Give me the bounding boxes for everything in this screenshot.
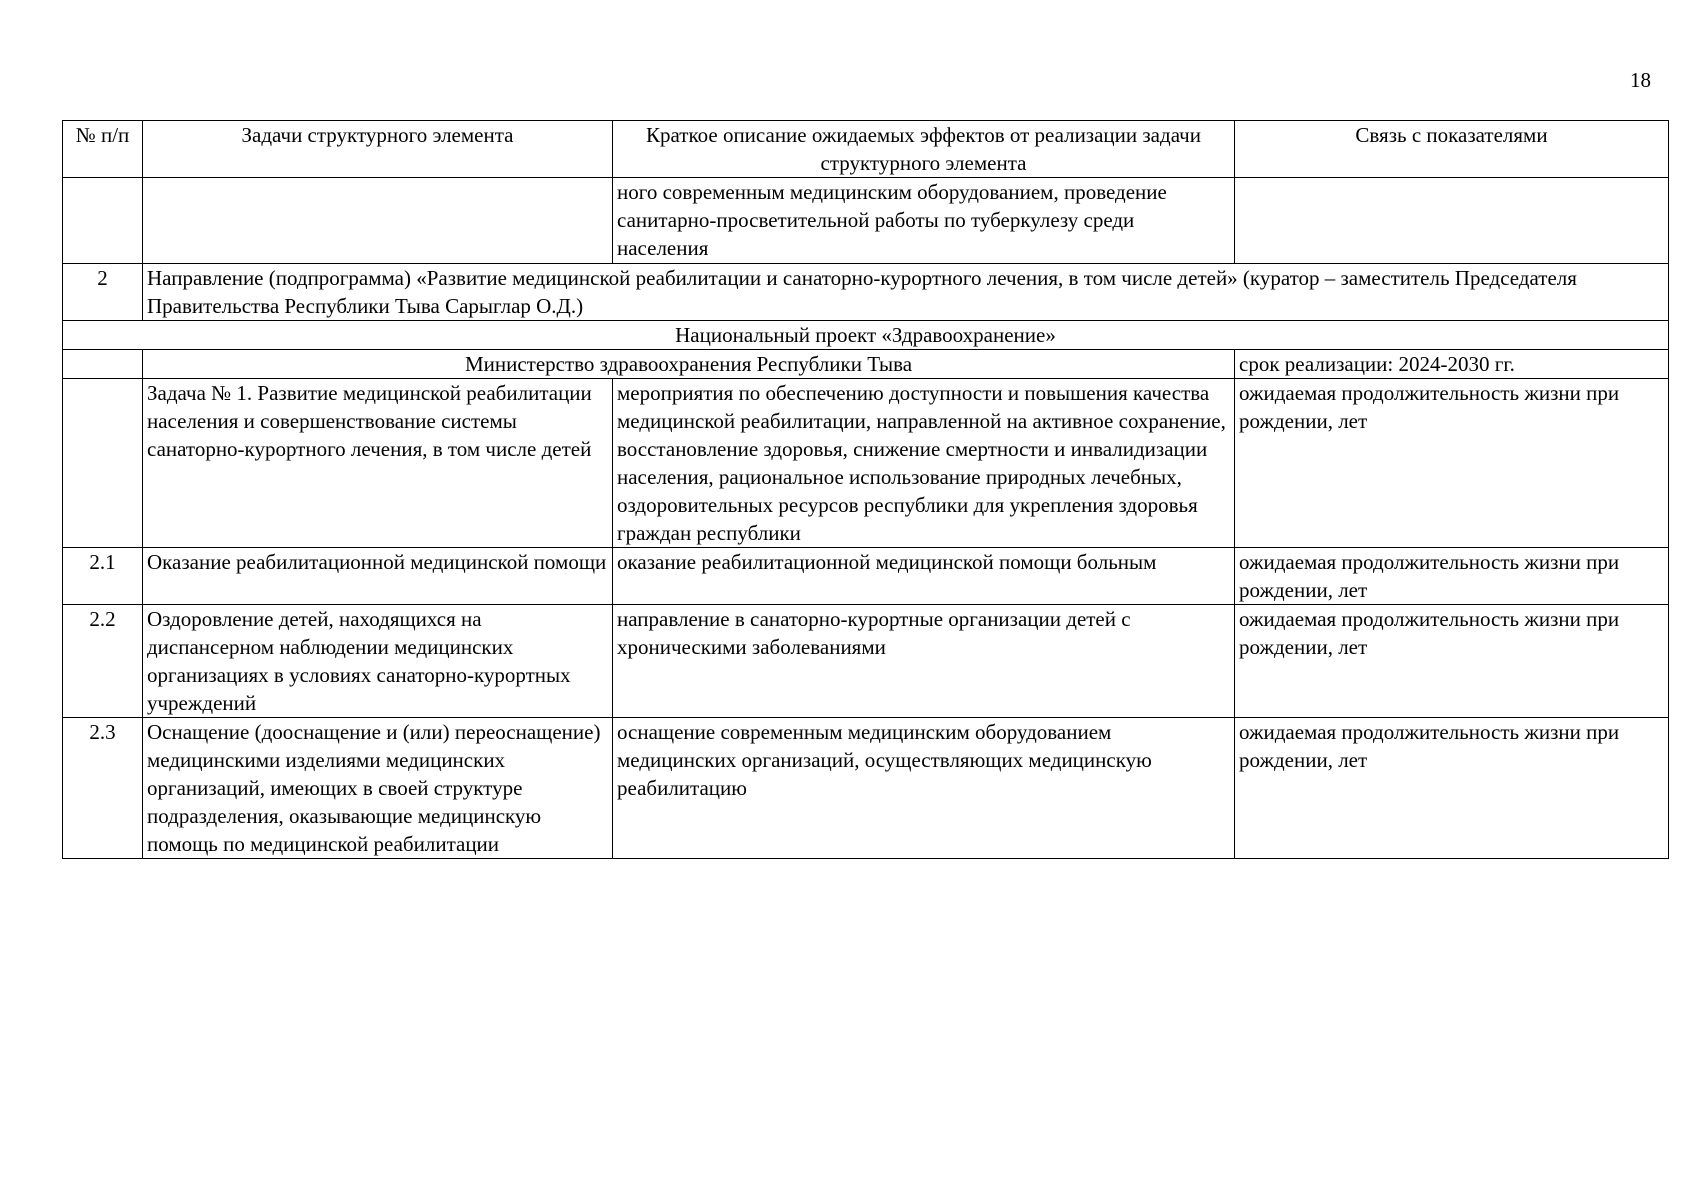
row-task: Оснащение (дооснащение и (или) переоснащение) медицинскими изделиями медицинских организаций, имеющих в своей структуре подразделения, оказывающие медицинскую помощь по медицинской реабилитации (143, 718, 613, 859)
row-num: 2.3 (63, 718, 143, 859)
header-link: Связь с показателями (1235, 121, 1669, 178)
project-row (63, 321, 1669, 350)
section-title: Направление (подпрограмма) «Развитие медицинской реабилитации и санаторно-курортного лечения, в том числе детей» (куратор – заместитель Председателя Правительства Республики Тыва Сарыглар О.Д.) (143, 264, 1669, 321)
row-num (63, 379, 143, 548)
structural-elements-table (62, 120, 1669, 859)
row-link: ожидаемая продолжительность жизни при рождении, лет (1235, 379, 1669, 548)
section-row (63, 264, 1669, 321)
row-task: Оказание реабилитационной медицинской помощи (143, 548, 613, 605)
table-row (63, 379, 1669, 548)
section-num: 2 (63, 264, 143, 321)
continuation-num (63, 178, 143, 264)
header-tasks: Задачи структурного элемента (143, 121, 613, 178)
table-row (63, 718, 1669, 859)
ministry-row (63, 350, 1669, 379)
ministry-term: срок реализации: 2024-2030 гг. (1235, 350, 1669, 379)
row-num: 2.1 (63, 548, 143, 605)
header-description: Краткое описание ожидаемых эффектов от реализации задачи структурного элемента (613, 121, 1235, 178)
continuation-row (63, 178, 1669, 264)
page-number: 18 (1630, 68, 1651, 92)
table-row (63, 605, 1669, 718)
row-link: ожидаемая продолжительность жизни при рождении, лет (1235, 605, 1669, 718)
table-row (63, 548, 1669, 605)
ministry-name: Министерство здравоохранения Республики Тыва (143, 350, 1235, 379)
row-link: ожидаемая продолжительность жизни при рождении, лет (1235, 548, 1669, 605)
row-task: Оздоровление детей, находящихся на диспансерном наблюдении медицинских организациях в условиях санаторно-курортных учреждений (143, 605, 613, 718)
continuation-link (1235, 178, 1669, 264)
row-description: направление в санаторно-курортные организации детей с хроническими заболеваниями (613, 605, 1235, 718)
table-header-row (63, 121, 1669, 178)
row-num: 2.2 (63, 605, 143, 718)
row-link: ожидаемая продолжительность жизни при рождении, лет (1235, 718, 1669, 859)
row-task: Задача № 1. Развитие медицинской реабилитации населения и совершенствование системы санаторно-курортного лечения, в том числе детей (143, 379, 613, 548)
continuation-task (143, 178, 613, 264)
row-description: оказание реабилитационной медицинской помощи больным (613, 548, 1235, 605)
project-title: Национальный проект «Здравоохранение» (63, 321, 1669, 350)
ministry-num (63, 350, 143, 379)
row-description: мероприятия по обеспечению доступности и повышения качества медицинской реабилитации, направленной на активное сохранение, восстановление здоровья, снижение смертности и инвалидизации населения, рациональное использование природных лечебных, оздоровительных ресурсов республики для укрепления здоровья граждан республики (613, 379, 1235, 548)
row-description: оснащение современным медицинским оборудованием медицинских организаций, осуществляющих медицинскую реабилитацию (613, 718, 1235, 859)
header-num: № п/п (63, 121, 143, 178)
continuation-description: ного современным медицинским оборудованием, проведение санитарно-просветительной работы по туберкулезу среди населения (613, 178, 1235, 264)
